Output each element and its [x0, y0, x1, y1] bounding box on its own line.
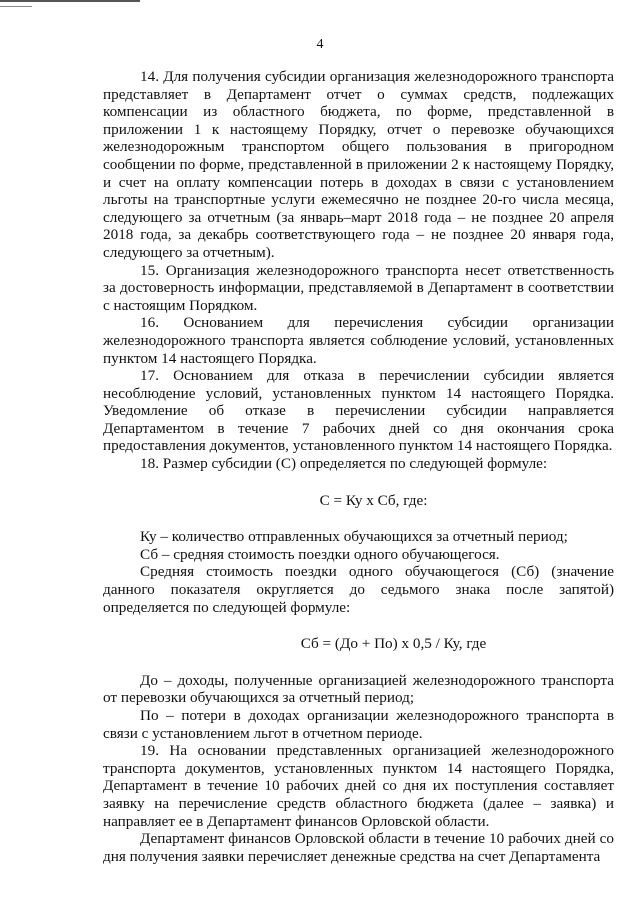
definition-ky: Ку – количество отправленных обучающихся за отчетный период; [140, 528, 568, 546]
definition-cb: Сб – средняя стоимость поездки одного обучающегося. [140, 545, 500, 563]
paragraph-17: 17. Основанием для отказа в перечислении субсидии является несоблюдение условий, установленных пунктом 14 настоящего Порядка. Уведомление об отказе в перечислении субсидии направляется Департаментом в течение 7 рабочих дней со дня окончания срока предоставления документов, установленного пунктом 14 настоящего Порядка. [103, 367, 614, 455]
definition-po: По – потери в доходах организации железнодорожного транспорта в связи с установлением льгот в отчетном периоде. [103, 707, 614, 742]
page-number: 4 [316, 37, 324, 52]
paragraph-15: 15. Организация железнодорожного транспорта несет ответственность за достоверность информации, представляемой в Департамент в соответствии с настоящим Порядком. [103, 261, 614, 314]
definition-do: До – доходы, полученные организацией железнодорожного транспорта от перевозки обучающихся за отчетный период; [103, 671, 614, 707]
paragraph-cb-intro: Средняя стоимость поездки одного обучающегося (Сб) (значение данного показателя округляется до седьмого знака после запятой) определяется по следующей формуле: [103, 563, 614, 616]
formula-subsidy: С = Ку х Сб, где: [319, 491, 428, 509]
document-body [103, 68, 614, 865]
paragraph-16: 16. Основанием для перечисления субсидии организации железнодорожного транспорта является соблюдение условий, установленных пунктом 14 настоящего Порядка. [103, 314, 614, 367]
scan-edge-line [0, 0, 140, 2]
scan-edge-line [0, 6, 32, 7]
paragraph-14: 14. Для получения субсидии организация железнодорожного транспорта представляет в Департамент отчет о суммах средств, подлежащих компенсации из областного бюджета, по форме, представленной в приложении 1 к настоящему Порядку, отчет о перевозке обучающихся железнодорожным транспортом общего пользования в пригородном сообщении по форме, представленной в приложении 2 к настоящему Порядку, и счет на оплату компенсации потерь в доходах в связи с установлением льготы на транспортные услуги ежемесячно не позднее 20-го числа месяца, следующего за отчетным (за январь–март 2018 года – не позднее 20 апреля 2018 года, за декабрь соответствующего года – не позднее 20 января года, следующего за отчетным). [103, 68, 614, 261]
paragraph-19: 19. На основании представленных организацией железнодорожного транспорта документов, установленных пунктом 14 настоящего Порядка, Департамент в течение 10 рабочих дней со дня их поступления составляет заявку на перечисление средств областного бюджета (далее – заявка) и направляет ее в Департамент финансов Орловской области. [103, 742, 614, 830]
paragraph-20: Департамент финансов Орловской области в течение 10 рабочих дней со дня получения заявки перечисляет денежные средства на счет Департамента [103, 830, 614, 865]
formula-average-cost: Сб = (До + По) х 0,5 / Ку, где [300, 635, 487, 653]
paragraph-18: 18. Размер субсидии (С) определяется по следующей формуле: [140, 455, 548, 473]
